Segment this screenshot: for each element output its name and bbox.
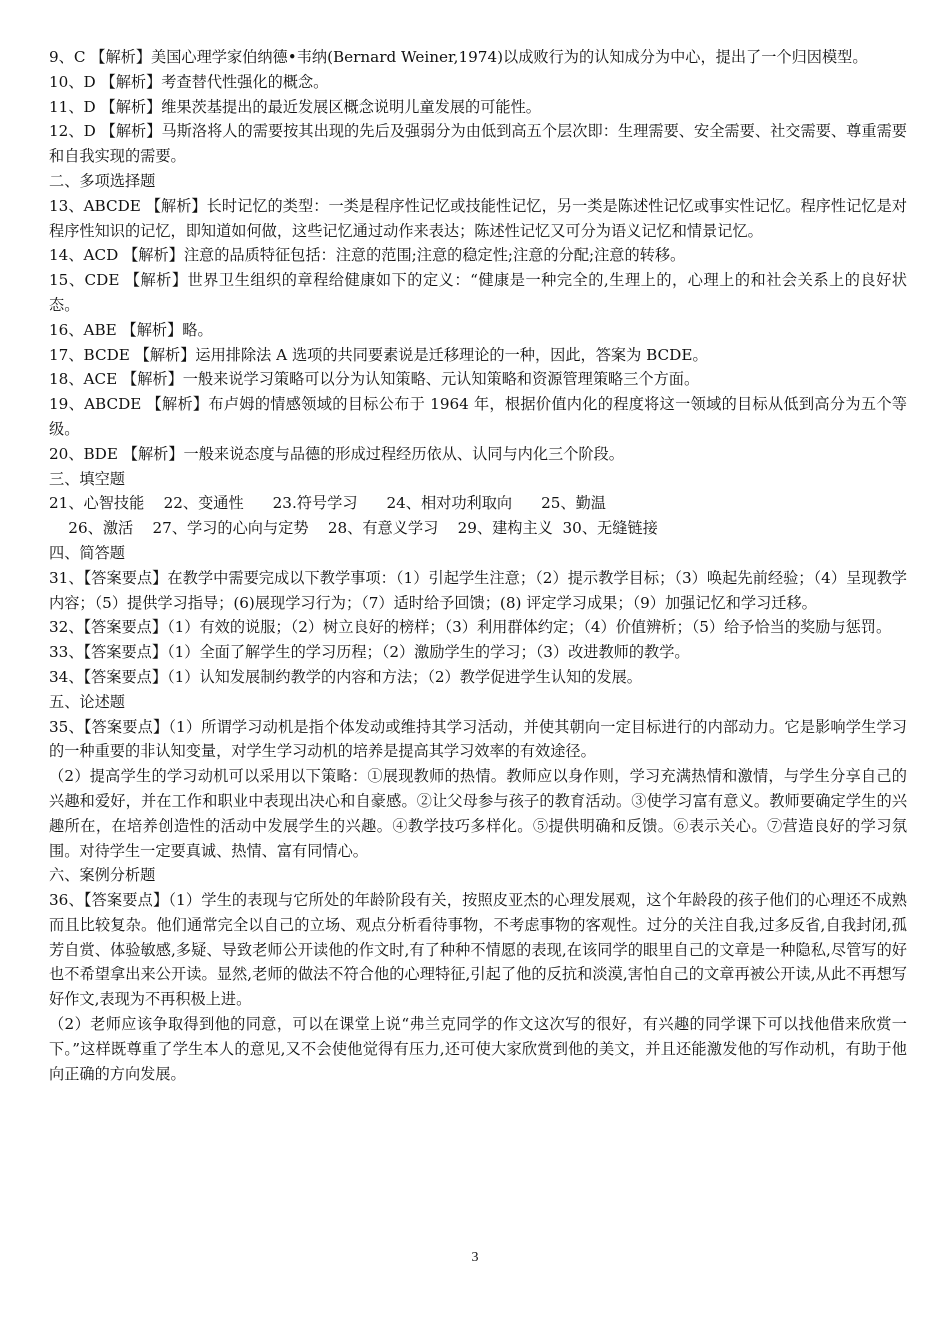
answer-33: 33、【答案要点】（1）全面了解学生的学习历程；（2）激励学生的学习；（3）改进教师的教学。	[49, 643, 690, 662]
answer-20: 20、BDE 【解析】一般来说态度与品德的形成过程经历依从、认同与内化三个阶段。	[49, 444, 624, 463]
answer-19: 19、ABCDE 【解析】布卢姆的情感领域的目标公布于 1964 年，根据价值内化的程度将这一领域的目标从低到高分为五个等级。	[49, 395, 907, 438]
section-heading-short-answer: 四、简答题	[49, 543, 125, 562]
answer-9: 9、C 【解析】美国心理学家伯纳德•韦纳(Bernard Weiner,1974)以成败行为的认知成分为中心，提出了一个归因模型。	[49, 48, 868, 66]
answer-15: 15、CDE 【解析】世界卫生组织的章程给健康如下的定义：“健康是一种完全的,生理上的，心理上的和社会关系上的良好状态。	[49, 271, 907, 314]
answer-11: 11、D 【解析】维果茨基提出的最近发展区概念说明儿童发展的可能性。	[49, 97, 541, 116]
answer-18: 18、ACE 【解析】一般来说学习策略可以分为认知策略、元认知策略和资源管理策略三个方面。	[49, 370, 700, 389]
answer-12: 12、D 【解析】马斯洛将人的需要按其出现的先后及强弱分为由低到高五个层次即：生理需要、安全需要、社交需要、尊重需要和自我实现的需要。	[49, 122, 907, 166]
answer-17: 17、BCDE 【解析】运用排除法 A 选项的共同要素说是迁移理论的一种，因此，答案为 BCDE。	[49, 345, 708, 364]
answer-14: 14、ACD 【解析】注意的品质特征包括：注意的范围;注意的稳定性;注意的分配;注意的转移。	[49, 246, 686, 265]
answer-35-part-2: （2）提高学生的学习动机可以采用以下策略：①展现教师的热情。教师应以身作则，学习充满热情和激情，与学生分享自己的兴趣和爱好，并在工作和职业中表现出决心和自豪感。②让父母参与孩子的教育活动。③使学习富有意义。教师要确定学生的兴趣所在，在培养创造性的活动中发展学生的兴趣。④教学技巧多样化。⑤提供明确和反馈。⑥表示关心。⑦营造良好的学习氛围。对待学生一定要真诚、热情、富有同情心。	[49, 767, 907, 860]
document-body	[49, 45, 907, 1086]
answer-10: 10、D 【解析】考查替代性强化的概念。	[49, 72, 329, 91]
answer-34: 34、【答案要点】（1）认知发展制约教学的内容和方法；（2）教学促进学生认知的发展。	[49, 667, 642, 686]
answer-31: 31、【答案要点】在教学中需要完成以下教学事项：（1）引起学生注意；（2）提示教学目标；（3）唤起先前经验；（4）呈现教学内容；（5）提供学习指导；(6)展现学习行为；（7）适时给予回馈；(8) 评定学习成果；（9）加强记忆和学习迁移。	[49, 568, 907, 612]
section-heading-essay: 五、论述题	[49, 692, 125, 711]
section-heading-fill-blank: 三、填空题	[49, 469, 125, 488]
answer-36-part-2: （2）老师应该争取得到他的同意，可以在课堂上说“弗兰克同学的作文这次写的很好，有兴趣的同学课下可以找他借来欣赏一下。”这样既尊重了学生本人的意见,又不会使他觉得有压力,还可使大家欣赏到他的美文，并且还能激发他的写作动机，有助于他向正确的方向发展。	[49, 1015, 907, 1083]
fill-answers-row-2: 26、激活 27、学习的心向与定势 28、有意义学习 29、建构主义 30、无缝链接	[49, 519, 658, 538]
answer-35-part-1: 35、【答案要点】（1）所谓学习动机是指个体发动或维持其学习活动，并使其朝向一定目标进行的内部动力。它是影响学生学习的一种重要的非认知变量，对学生学习动机的培养是提高其学习效率的有效途径。	[49, 717, 907, 761]
fill-answers-row-1: 21、心智技能 22、变通性 23.符号学习 24、相对功利取向 25、勤温	[49, 494, 606, 513]
answer-13: 13、ABCDE 【解析】长时记忆的类型：一类是程序性记忆或技能性记忆，另一类是陈述性记忆或事实性记忆。程序性记忆是对程序性知识的记忆，即知道如何做，这些记忆通过动作来表达；陈述性记忆又可分为语义记忆和情景记忆。	[49, 196, 907, 240]
answer-32: 32、【答案要点】（1）有效的说服；（2）树立良好的榜样；（3）利用群体约定；（4）价值辨析；（5）给予恰当的奖励与惩罚。	[49, 618, 892, 637]
section-heading-multiple-choice: 二、多项选择题	[49, 171, 156, 190]
answer-16: 16、ABE 【解析】略。	[49, 320, 213, 339]
answer-36-part-1: 36、【答案要点】（1）学生的表现与它所处的年龄阶段有关，按照皮亚杰的心理发展观，这个年龄段的孩子他们的心理还不成熟而且比较复杂。他们通常完全以自己的立场、观点分析看待事物，不考虑事物的客观性。过分的关注自我,过多反省,自我封闭,孤芳自赏、体验敏感,多疑、导致老师公开读他的作文时,有了种种不情愿的表现,在该同学的眼里自己的文章是一种隐私,尽管写的好也不希望拿出来公开读。显然,老师的做法不符合他的心理特征,引起了他的反抗和淡漠,害怕自己的文章再被公开读,从此不再想写好作文,表现为不再积极上进。	[49, 891, 907, 1009]
page-number: 3	[471, 1250, 479, 1265]
section-heading-case-analysis: 六、案例分析题	[49, 866, 156, 885]
